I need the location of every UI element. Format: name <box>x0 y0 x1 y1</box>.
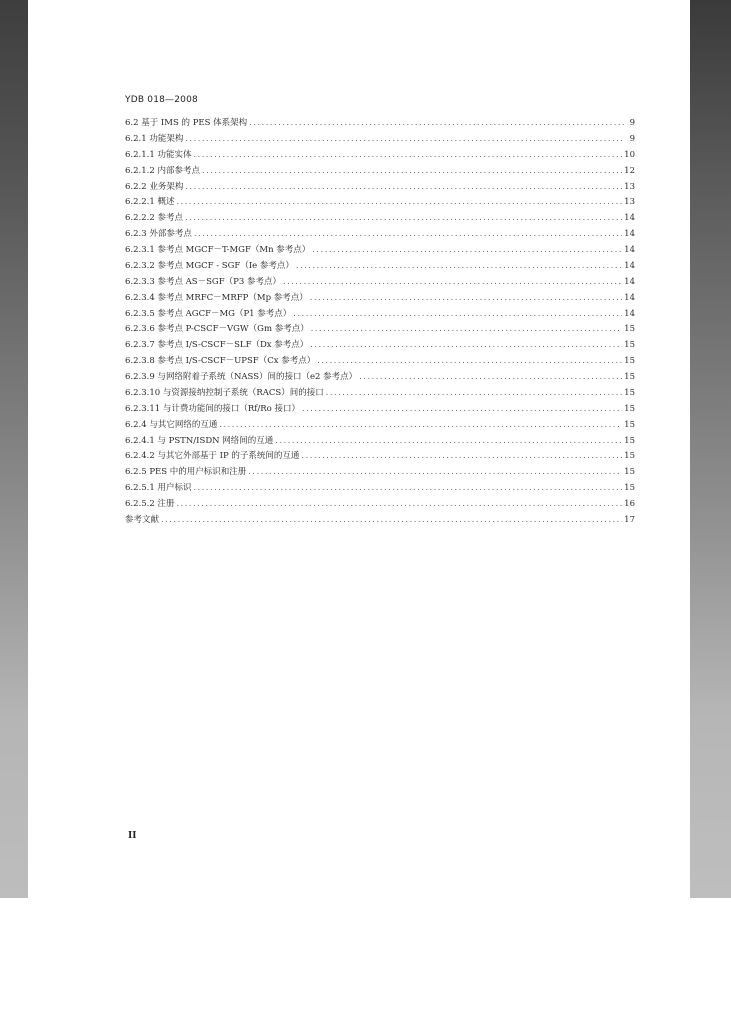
toc-entry-page: 13 <box>624 181 635 192</box>
toc-dot-leader <box>310 290 622 306</box>
toc-dot-leader <box>296 258 622 274</box>
toc-dot-leader <box>176 496 622 512</box>
toc-dot-leader <box>219 417 622 433</box>
toc-entry-title: 6.2 基于 IMS 的 PES 体系架构 <box>125 118 248 128</box>
toc-entry <box>125 385 635 401</box>
toc-dot-leader <box>161 512 622 528</box>
toc-dot-leader <box>194 226 622 242</box>
toc-dot-leader <box>176 194 622 210</box>
toc-dot-leader <box>293 306 622 322</box>
toc-entry-page: 14 <box>624 292 635 303</box>
toc-entry-page: 9 <box>629 118 635 128</box>
toc-entry <box>125 369 635 385</box>
toc-entry <box>125 147 635 163</box>
toc-entry-page: 14 <box>624 245 635 255</box>
table-of-contents <box>125 115 635 528</box>
toc-entry-page: 15 <box>624 356 635 367</box>
toc-dot-leader <box>202 163 622 179</box>
toc-entry-title: 6.2.3.5 参考点 AGCF－MG（P1 参考点） <box>125 308 292 319</box>
toc-dot-leader <box>302 401 622 417</box>
toc-entry <box>125 115 635 131</box>
toc-entry-title: 6.2.3.2 参考点 MGCF - SGF（Ie 参考点） <box>125 260 294 271</box>
toc-entry-title: 6.2.1 功能架构 <box>125 133 184 144</box>
document-page <box>28 0 690 898</box>
toc-entry <box>125 290 635 306</box>
toc-entry-title: 6.2.3.10 与资源接纳控制子系统（RACS）间的接口 <box>125 387 324 398</box>
toc-entry <box>125 210 635 226</box>
toc-dot-leader <box>317 353 622 369</box>
toc-entry <box>125 401 635 417</box>
toc-entry <box>125 226 635 242</box>
toc-entry-page: 15 <box>624 451 635 462</box>
toc-dot-leader <box>249 115 624 131</box>
toc-entry-title: 6.2.5.1 用户标识 <box>125 483 192 494</box>
toc-entry-page: 15 <box>624 435 635 446</box>
toc-entry-page: 14 <box>624 213 635 224</box>
toc-entry-page: 9 <box>629 133 635 144</box>
scan-shadow-left <box>0 0 28 898</box>
toc-dot-leader <box>359 369 622 385</box>
toc-dot-leader <box>312 242 622 258</box>
toc-entry-title: 6.2.3.3 参考点 AS－SGF（P3 参考点） <box>125 276 281 287</box>
toc-entry-page: 10 <box>624 149 635 160</box>
toc-dot-leader <box>275 433 622 449</box>
toc-entry <box>125 448 635 464</box>
toc-entry-page: 15 <box>624 372 635 382</box>
toc-entry-page: 15 <box>624 483 635 494</box>
toc-entry-title: 6.2.3.4 参考点 MRFC－MRFP（Mp 参考点） <box>125 292 308 303</box>
toc-entry <box>125 433 635 449</box>
toc-entry-page: 15 <box>624 403 635 414</box>
toc-dot-leader <box>301 448 622 464</box>
toc-entry-page: 16 <box>624 499 635 509</box>
toc-dot-leader <box>326 385 622 401</box>
toc-entry <box>125 179 635 195</box>
toc-entry <box>125 194 635 210</box>
toc-entry <box>125 163 635 179</box>
toc-entry-title: 6.2.3 外部参考点 <box>125 229 192 240</box>
toc-entry-page: 15 <box>624 324 635 335</box>
toc-entry-title: 6.2.3.11 与计费功能间的接口（Rf/Ro 接口） <box>125 403 300 414</box>
toc-entry <box>125 464 635 480</box>
toc-entry <box>125 131 635 147</box>
toc-entry <box>125 258 635 274</box>
toc-entry-page: 15 <box>624 467 635 478</box>
standard-code-header: YDB 018—2008 <box>125 95 198 105</box>
toc-entry <box>125 306 635 322</box>
toc-entry-page: 13 <box>624 197 635 208</box>
toc-dot-leader <box>185 179 622 195</box>
toc-entry-title: 6.2.4 与其它网络的互通 <box>125 419 218 430</box>
toc-entry-page: 15 <box>624 387 635 398</box>
toc-entry <box>125 417 635 433</box>
toc-entry-title: 6.2.3.7 参考点 I/S-CSCF－SLF（Dx 参考点） <box>125 340 309 351</box>
toc-dot-leader <box>248 464 622 480</box>
toc-entry-title: 6.2.3.1 参考点 MGCF－T-MGF（Mn 参考点） <box>125 245 311 255</box>
toc-entry-page: 17 <box>624 514 635 525</box>
toc-dot-leader <box>283 274 622 290</box>
toc-entry <box>125 496 635 512</box>
toc-entry <box>125 353 635 369</box>
toc-entry-page: 12 <box>624 165 635 176</box>
toc-dot-leader <box>185 131 624 147</box>
toc-entry-page: 14 <box>624 260 635 271</box>
toc-dot-leader <box>185 210 622 226</box>
toc-dot-leader <box>193 147 622 163</box>
toc-entry-title: 6.2.4.2 与其它外部基于 IP 的子系统间的互通 <box>125 451 300 462</box>
toc-entry-title: 6.2.5.2 注册 <box>125 499 175 509</box>
toc-entry <box>125 321 635 337</box>
toc-entry-title: 6.2.1.2 内部参考点 <box>125 165 200 176</box>
toc-entry-page: 14 <box>624 276 635 287</box>
toc-entry-page: 14 <box>624 308 635 319</box>
toc-entry-title: 6.2.4.1 与 PSTN/ISDN 网络间的互通 <box>125 435 274 446</box>
page-number: II <box>128 831 137 841</box>
toc-entry-title: 参考文献 <box>125 514 160 525</box>
toc-entry-page: 15 <box>624 340 635 351</box>
toc-entry-title: 6.2.2.1 概述 <box>125 197 175 208</box>
toc-entry-page: 14 <box>624 229 635 240</box>
toc-entry-title: 6.2.2 业务架构 <box>125 181 184 192</box>
toc-entry-title: 6.2.5 PES 中的用户标识和注册 <box>125 467 247 478</box>
toc-dot-leader <box>193 480 622 496</box>
toc-entry-title: 6.2.1.1 功能实体 <box>125 149 192 160</box>
toc-entry-title: 6.2.3.6 参考点 P-CSCF－VGW（Gm 参考点） <box>125 324 309 335</box>
toc-entry <box>125 274 635 290</box>
toc-entry <box>125 480 635 496</box>
toc-entry <box>125 242 635 258</box>
toc-entry-title: 6.2.3.8 参考点 I/S-CSCF－UPSF（Cx 参考点） <box>125 356 316 367</box>
toc-entry <box>125 337 635 353</box>
toc-dot-leader <box>310 337 622 353</box>
toc-dot-leader <box>311 321 622 337</box>
toc-entry-page: 15 <box>624 419 635 430</box>
toc-entry-title: 6.2.2.2 参考点 <box>125 213 183 224</box>
toc-entry <box>125 512 635 528</box>
scan-shadow-right <box>690 0 731 898</box>
toc-entry-title: 6.2.3.9 与网络附着子系统（NASS）间的接口（e2 参考点） <box>125 372 358 382</box>
